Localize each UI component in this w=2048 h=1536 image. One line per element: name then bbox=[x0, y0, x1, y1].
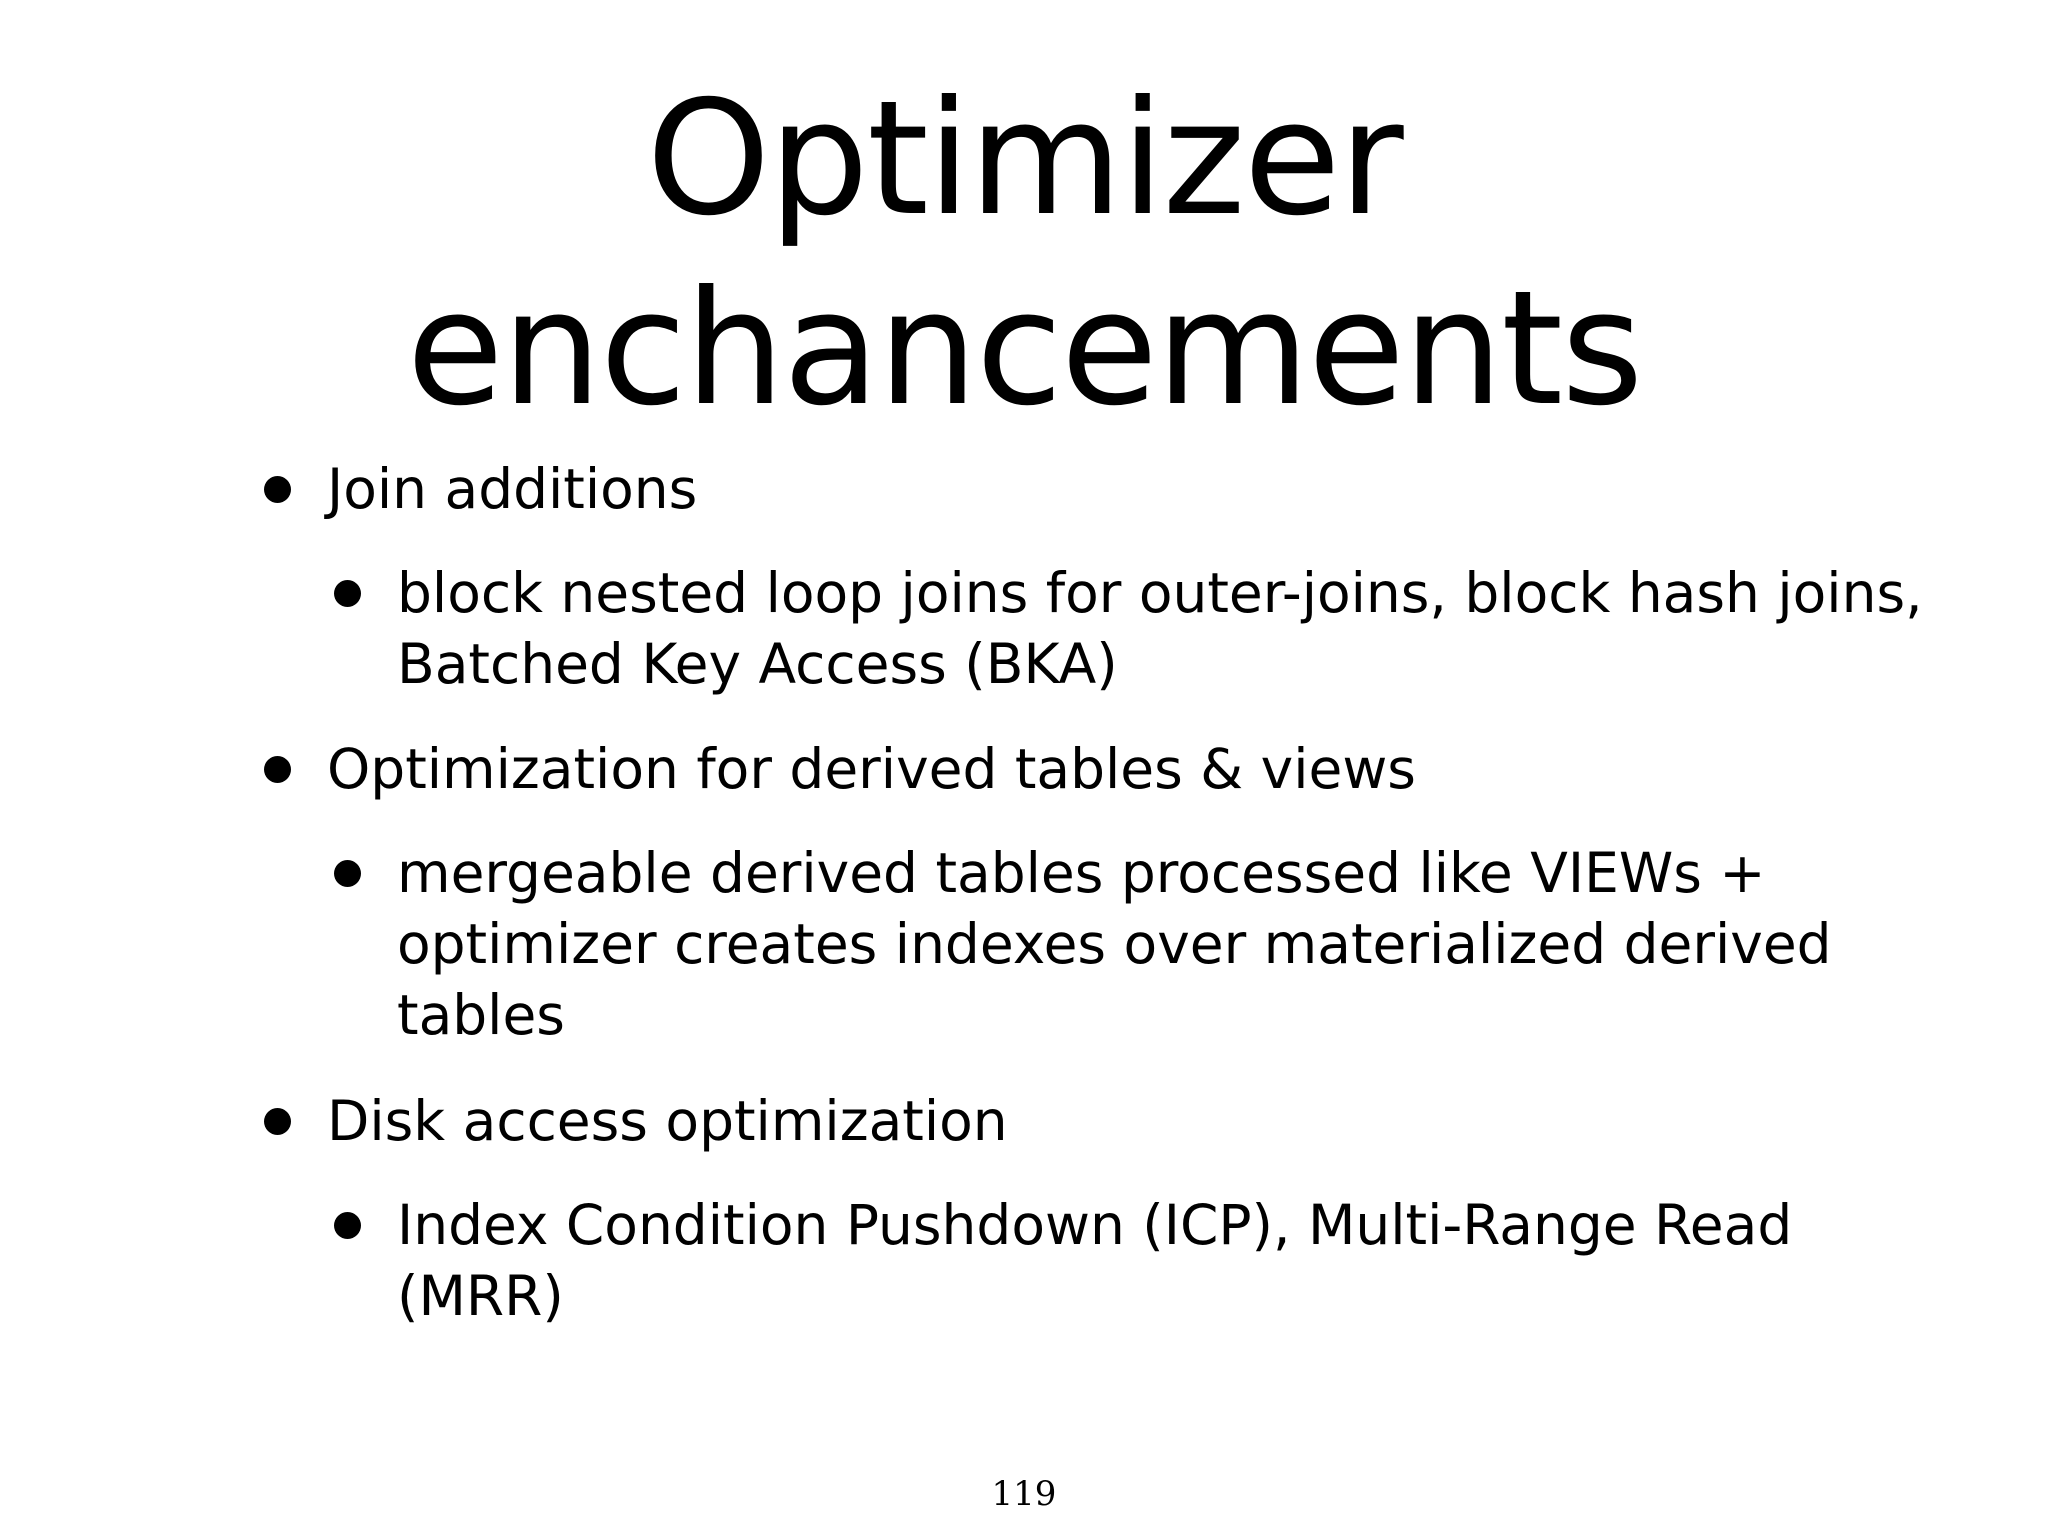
sub-bullet-join-details bbox=[397, 558, 1923, 700]
sub-bullet-line: (MRR) bbox=[397, 1264, 564, 1328]
bullet-disk-access: Disk access optimization bbox=[327, 1089, 1008, 1153]
bullet-dot-icon bbox=[264, 756, 291, 783]
slide-title-line-1: Optimizer bbox=[646, 67, 1402, 251]
sub-bullet-line: tables bbox=[397, 983, 565, 1047]
sub-bullet-dot-icon bbox=[334, 860, 361, 887]
bullet-derived-tables: Optimization for derived tables & views bbox=[327, 737, 1416, 801]
sub-bullet-line: block nested loop joins for outer-joins, block hash joins, bbox=[397, 561, 1923, 625]
sub-bullet-disk-details bbox=[397, 1190, 1792, 1332]
slide-title-line-2: enchancements bbox=[406, 257, 1642, 441]
sub-bullet-dot-icon bbox=[334, 580, 361, 607]
bullet-dot-icon bbox=[264, 1108, 291, 1135]
bullet-dot-icon bbox=[264, 476, 291, 503]
sub-bullet-derived-details bbox=[397, 838, 1832, 1051]
page-number: 119 bbox=[991, 1474, 1057, 1514]
sub-bullet-line: Index Condition Pushdown (ICP), Multi-Range Read bbox=[397, 1193, 1793, 1257]
sub-bullet-line: mergeable derived tables processed like VIEWs + bbox=[397, 841, 1766, 905]
sub-bullet-line: optimizer creates indexes over materialized derived bbox=[397, 912, 1832, 976]
sub-bullet-line: Batched Key Access (BKA) bbox=[397, 632, 1118, 696]
sub-bullet-dot-icon bbox=[334, 1212, 361, 1239]
bullet-join-additions: Join additions bbox=[327, 457, 698, 521]
